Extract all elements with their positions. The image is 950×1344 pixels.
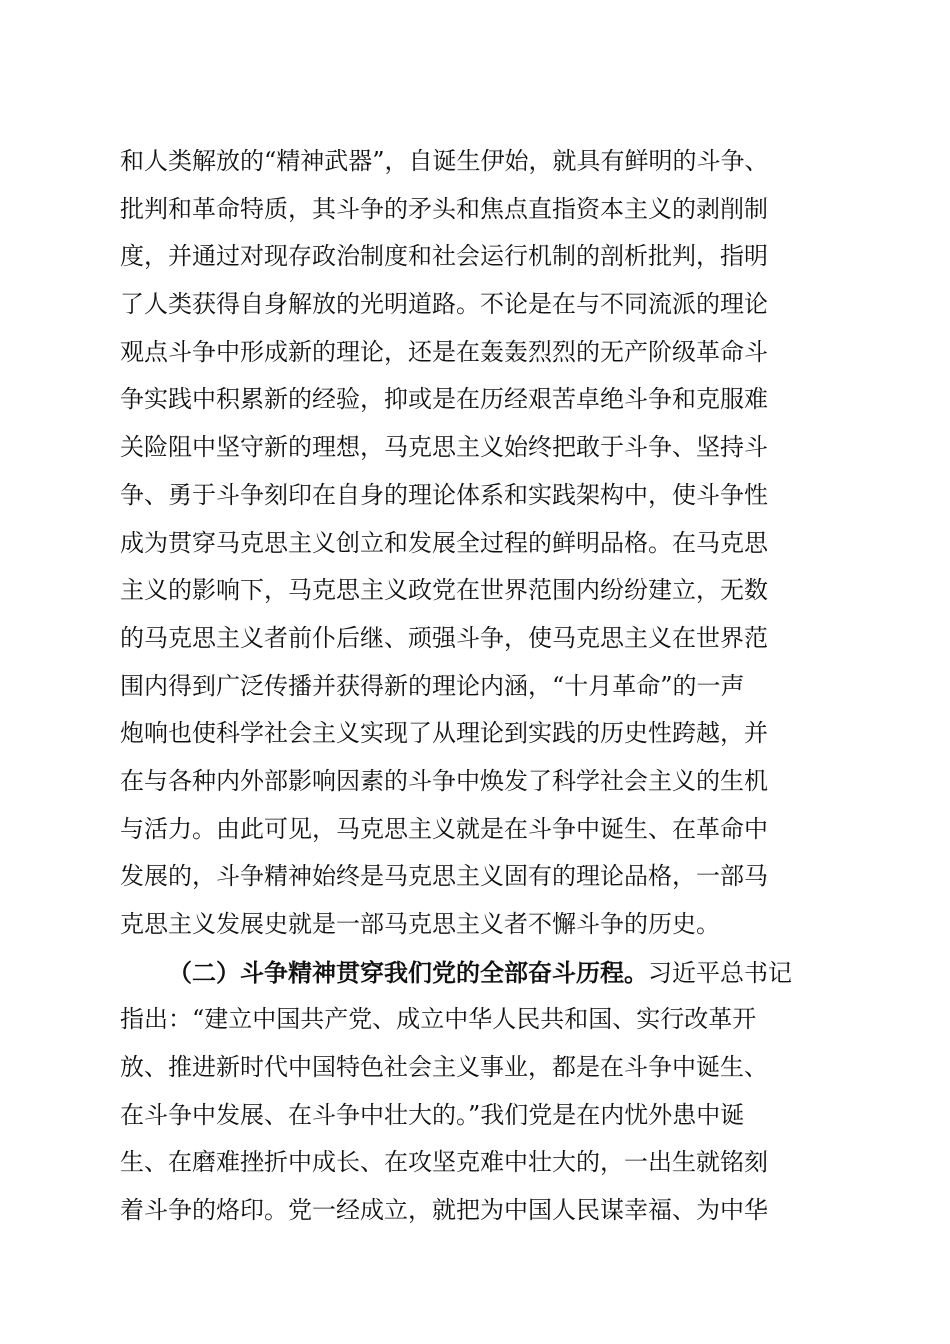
text-line: 争实践中积累新的经验，抑或是在历经艰苦卓绝斗争和克服难 [120,385,768,414]
text-line: 批判和革命特质，其斗争的矛头和焦点直指资本主义的剥削制 [120,194,768,223]
text-line: 着斗争的烙印。党一经成立，就把为中国人民谋幸福、为中华 [120,1196,768,1225]
document-body [120,138,830,1235]
text-line: 炮响也使科学社会主义实现了从理论到实践的历史性跨越，并 [120,719,768,748]
text-line: 主义的影响下，马克思主义政党在世界范围内纷纷建立，无数 [120,576,768,605]
paragraph-party-struggle [120,949,830,1235]
section-heading: （二）斗争精神贯穿我们党的全部奋斗历程。 [168,957,648,987]
text-line: 围内得到广泛传播并获得新的理论内涵，“十月革命”的一声 [120,671,745,700]
text-line: 在与各种内外部影响因素的斗争中焕发了科学社会主义的生机 [120,766,768,795]
text-line: 的马克思主义者前仆后继、顽强斗争，使马克思主义在世界范 [120,623,768,652]
text-line: 争、勇于斗争刻印在自身的理论体系和实践架构中，使斗争性 [120,480,768,509]
text-line: 度，并通过对现存政治制度和社会运行机制的剖析批判，指明 [120,242,768,271]
text-line: 了人类获得自身解放的光明道路。不论是在与不同流派的理论 [120,290,768,319]
text-line: 克思主义发展史就是一部马克思主义者不懈斗争的历史。 [120,910,720,938]
text-line: 和人类解放的“精神武器”，自诞生伊始，就具有鲜明的斗争、 [120,147,769,175]
text-line: 指出：“建立中国共产党、成立中华人民共和国、实行改革开 [120,1005,757,1034]
text-line: 观点斗争中形成新的理论，还是在轰轰烈烈的无产阶级革命斗 [120,337,768,366]
text-line: 成为贯穿马克思主义创立和发展全过程的鲜明品格。在马克思 [120,528,768,557]
text-line: 放、推进新时代中国特色社会主义事业，都是在斗争中诞生、 [120,1053,768,1082]
paragraph-first-line [120,949,830,997]
paragraph-marxism-struggle [120,138,830,949]
text-line: 在斗争中发展、在斗争中壮大的。”我们党是在内忧外患中诞 [120,1100,745,1129]
text-line: 生、在磨难挫折中成长、在攻坚克难中壮大的，一出生就铭刻 [120,1148,768,1177]
text-line: 关险阻中坚守新的理想，马克思主义始终把敢于斗争、坚持斗 [120,433,768,462]
text-run: 习近平总书记 [648,958,792,987]
text-line: 发展的，斗争精神始终是马克思主义固有的理论品格，一部马 [120,862,768,891]
text-line: 与活力。由此可见，马克思主义就是在斗争中诞生、在革命中 [120,814,768,843]
